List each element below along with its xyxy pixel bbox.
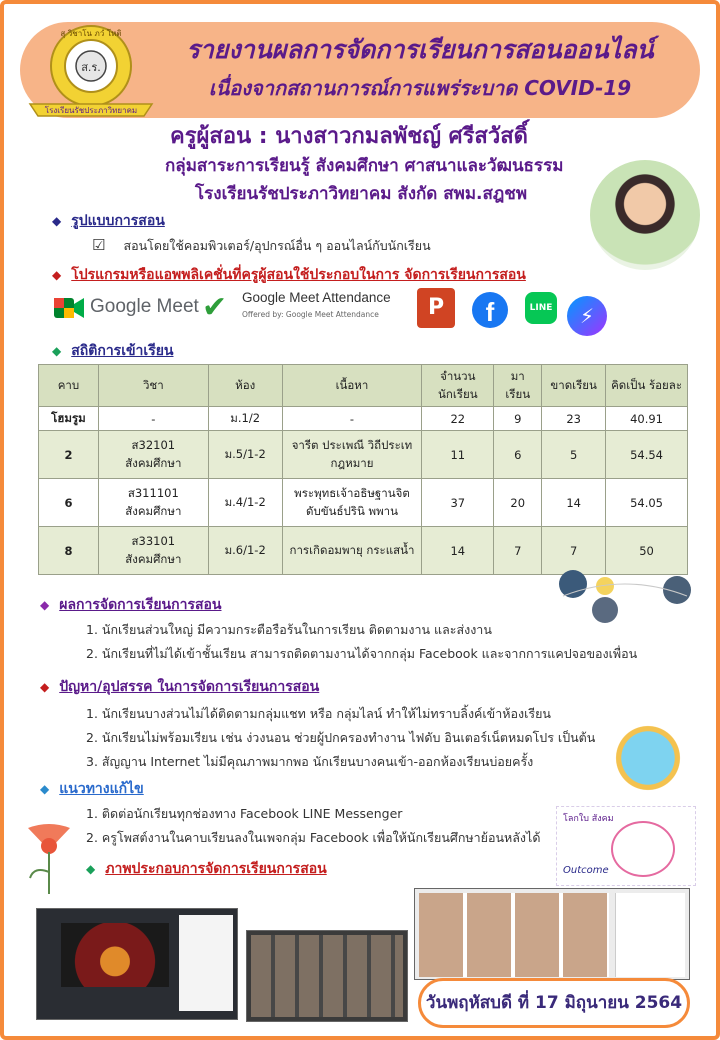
attendance-heading: สถิติการเข้าเรียน	[71, 343, 174, 359]
powerpoint-icon: P	[417, 288, 455, 328]
table-cell: ส32101 สังคมศึกษา	[98, 431, 208, 479]
table-cell: โฮมรูม	[39, 407, 99, 431]
globe-illustration	[598, 715, 698, 801]
table-cell: ส311101 สังคมศึกษา	[98, 479, 208, 527]
table-cell: ม.6/1-2	[208, 527, 282, 575]
programs-heading: โปรแกรมหรือแอพพลิเคชั่นที่ครูผู้สอนใช้ประกอบในการ จัดการเรียนการสอน	[71, 267, 526, 283]
checkbox-icon: ☑	[92, 236, 106, 254]
planets-illustration	[555, 566, 695, 630]
facebook-icon: f	[472, 292, 508, 328]
table-cell: 37	[422, 479, 494, 527]
check-icon: ✔	[202, 290, 228, 325]
gma-title: Google Meet Attendance	[242, 290, 391, 305]
results-section	[40, 594, 222, 616]
doodle-illustration	[556, 806, 696, 886]
table-cell: 20	[494, 479, 542, 527]
class-screenshot-1	[36, 908, 238, 1020]
table-cell: 2	[39, 431, 99, 479]
table-cell: 22	[422, 407, 494, 431]
class-screenshot-2	[246, 930, 408, 1022]
school-name: โรงเรียนรัชประภาวิทยาคม สังกัด สพม.สฎชพ	[195, 184, 528, 204]
table-cell: 6	[39, 479, 99, 527]
table-cell: 40.91	[606, 407, 688, 431]
table-cell: 7	[542, 527, 606, 575]
diamond-bullet-icon: ◆	[52, 344, 62, 358]
results-item: 1. นักเรียนส่วนใหญ่ มีความกระตือรือร้นในการเรียน ติดตามงาน และส่งงาน	[86, 622, 492, 637]
table-row	[39, 407, 688, 431]
google-meet-icon	[54, 296, 84, 320]
diamond-bullet-icon: ◆	[40, 598, 50, 612]
diamond-bullet-icon: ◆	[86, 862, 96, 876]
table-cell: ม.4/1-2	[208, 479, 282, 527]
table-header-cell: เนื้อหา	[282, 365, 422, 407]
table-cell: พระพุทธเจ้าอธิษฐานจิต ดับขันธ์ปรินิ พพาน	[282, 479, 422, 527]
apps-row	[52, 288, 632, 338]
solutions-section	[40, 778, 144, 800]
table-cell: 14	[422, 527, 494, 575]
flower-icon	[18, 822, 80, 896]
table-cell: จารีต ประเพณี วิถีประเท กฎหมาย	[282, 431, 422, 479]
results-item: 2. นักเรียนที่ไม่ได้เข้าชั้นเรียน สามารถติดตามงานได้จากกลุ่ม Facebook และจากการแคปจอของเพื่อน	[86, 646, 638, 661]
results-heading: ผลการจัดการเรียนการสอน	[59, 597, 222, 613]
problems-heading: ปัญหา/อุปสรรค ในการจัดการเรียนการสอน	[59, 679, 320, 695]
diamond-bullet-icon: ◆	[40, 782, 50, 796]
table-header-cell: คิดเป็น ร้อยละ	[606, 365, 688, 407]
table-cell: 14	[542, 479, 606, 527]
table-cell: -	[282, 407, 422, 431]
google-meet-label: Google Meet	[90, 296, 199, 317]
problems-item: 2. นักเรียนไม่พร้อมเรียน เช่น ง่วงนอน ช่วยผู้ปกครองทำงาน ไฟดับ อินเตอร์เน็ตหมดโปร เป็นต้น	[86, 730, 596, 745]
solutions-heading: แนวทางแก้ไข	[59, 781, 144, 797]
logo-middle-text: ส.ร.	[81, 61, 101, 74]
gma-subtitle: Offered by: Google Meet Attendance	[242, 310, 379, 319]
doodle-text-top: โลกใบ สังคม	[563, 814, 614, 824]
logo-banner-text: โรงเรียนรัชประภาวิทยาคม	[44, 106, 138, 115]
problems-section	[40, 676, 319, 698]
solutions-item: 1. ติดต่อนักเรียนทุกช่องทาง Facebook LINE Messenger	[86, 806, 403, 821]
photos-section	[86, 858, 327, 880]
table-row	[39, 479, 688, 527]
messenger-icon: ⚡	[567, 296, 607, 336]
attendance-section	[52, 340, 174, 362]
diamond-bullet-icon: ◆	[52, 214, 62, 228]
report-date: วันพฤหัสบดี ที่ 17 มิถุนายน 2564	[418, 978, 690, 1028]
table-header-cell: ขาดเรียน	[542, 365, 606, 407]
table-cell: 9	[494, 407, 542, 431]
department-name: กลุ่มสาระการเรียนรู้ สังคมศึกษา ศาสนาและวัฒนธรรม	[165, 156, 564, 176]
teaching-format-heading: รูปแบบการสอน	[71, 213, 165, 229]
table-cell: 11	[422, 431, 494, 479]
table-cell: ม.1/2	[208, 407, 282, 431]
table-cell: 7	[494, 527, 542, 575]
doodle-text-bottom: Outcome	[563, 865, 609, 876]
problems-item: 3. สัญญาน Internet ไม่มีคุณภาพมากพอ นักเรียนบางคนเข้า-ออกห้องเรียนบ่อยครั้ง	[86, 754, 534, 769]
teaching-format-item	[92, 236, 431, 256]
table-cell: 54.54	[606, 431, 688, 479]
table-cell: 23	[542, 407, 606, 431]
photos-heading: ภาพประกอบการจัดการเรียนการสอน	[105, 861, 327, 877]
teacher-name: ครูผู้สอน : นางสาวกมลพัชญ์ ศรีสวัสดิ์	[170, 124, 528, 149]
table-cell: 54.05	[606, 479, 688, 527]
teaching-format-text: สอนโดยใช้คอมพิวเตอร์/อุปกรณ์อื่น ๆ ออนไลน์กับนักเรียน	[123, 238, 431, 253]
table-header-cell: มา เรียน	[494, 365, 542, 407]
problems-item: 1. นักเรียนบางส่วนไม่ได้ติดตามกลุ่มแชท หรือ กลุ่มไลน์ ทำให้ไม่ทราบลิ้งค์เข้าห้องเรียน	[86, 706, 551, 721]
table-cell: 5	[542, 431, 606, 479]
school-logo	[26, 20, 156, 124]
programs-section	[52, 264, 526, 286]
teacher-photo	[588, 158, 702, 272]
table-cell: ส33101 สังคมศึกษา	[98, 527, 208, 575]
table-cell: 8	[39, 527, 99, 575]
report-title: รายงานผลการจัดการเรียนการสอนออนไลน์	[186, 35, 654, 64]
table-cell: -	[98, 407, 208, 431]
table-cell: 6	[494, 431, 542, 479]
solutions-item: 2. ครูโพสต์งานในคาบเรียนลงในเพจกลุ่ม Facebook เพื่อให้นักเรียนศึกษาย้อนหลังได้	[86, 830, 541, 845]
table-header-cell: จำนวน นักเรียน	[422, 365, 494, 407]
table-row	[39, 431, 688, 479]
table-cell: 50	[606, 527, 688, 575]
table-cell: ม.5/1-2	[208, 431, 282, 479]
table-header-cell: ห้อง	[208, 365, 282, 407]
teaching-format-section	[52, 210, 165, 232]
attendance-table	[38, 364, 688, 575]
table-header-cell: คาบ	[39, 365, 99, 407]
line-icon: LINE	[525, 292, 557, 324]
report-subtitle: เนื่องจากสถานการณ์การแพร่ระบาด COVID-19	[208, 76, 632, 100]
table-header-cell: วิชา	[98, 365, 208, 407]
diamond-bullet-icon: ◆	[52, 268, 62, 282]
logo-top-text: สุ วิชาโน ภวํ โหติ	[60, 29, 122, 38]
diamond-bullet-icon: ◆	[40, 680, 50, 694]
class-screenshot-3	[414, 888, 690, 980]
table-header-row	[39, 365, 688, 407]
table-cell: การเกิดอมพายุ กระแสน้ำ	[282, 527, 422, 575]
